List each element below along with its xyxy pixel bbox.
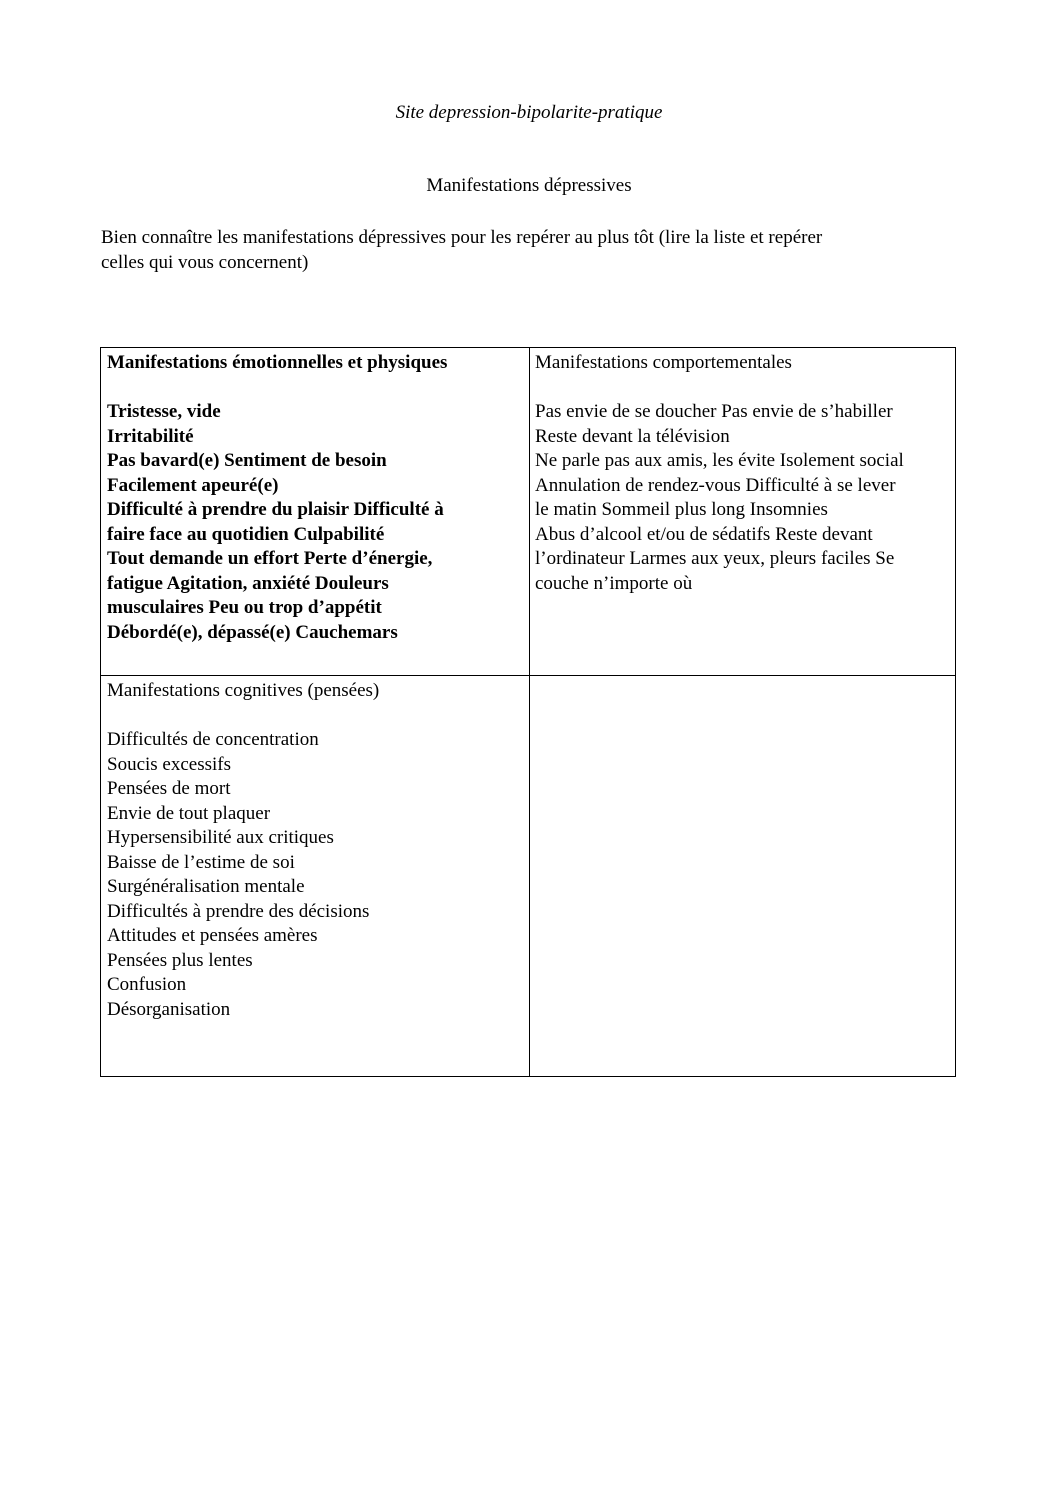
list-item: Difficulté à prendre du plaisir Difficulté à [107,499,444,520]
list-item: Pas bavard(e) Sentiment de besoin [107,450,387,471]
list-item: Confusion [107,974,187,995]
table-cell-empty [530,676,956,1076]
list-item: Annulation de rendez-vous Difficulté à se lever [535,474,896,496]
table-cell-cognitive [101,676,529,1076]
list-item: Envie de tout plaquer [107,802,271,824]
list-item: Hypersensibilité aux critiques [107,827,334,848]
list-item: Surgénéralisation mentale [107,876,305,897]
manifestations-table [100,347,956,1077]
list-item: Reste devant la télévision [535,425,730,447]
list-item: Difficultés à prendre des décisions [107,900,370,922]
list-item: couche n’importe où [535,572,693,594]
intro-line: celles qui vous concernent) [101,251,309,273]
emotional-heading: Manifestations émotionnelles et physiques [107,352,448,373]
list-item: Attitudes et pensées amères [107,925,318,946]
table-cell-emotional [101,348,529,675]
cognitive-heading: Manifestations cognitives (pensées) [107,680,380,701]
list-item: musculaires Peu ou trop d’appétit [107,597,382,618]
list-item: Facilement apeuré(e) [107,474,279,496]
intro-paragraph [101,226,931,275]
list-item: Difficultés de concentration [107,729,319,750]
list-item: Désorganisation [107,998,231,1020]
list-item: fatigue Agitation, anxiété Douleurs [107,572,389,594]
list-item: Pas envie de se doucher Pas envie de s’habiller [535,401,893,422]
list-item: Ne parle pas aux amis, les évite Isolement social [535,450,904,471]
behavioral-heading: Manifestations comportementales [535,352,792,373]
list-item: faire face au quotidien Culpabilité [107,523,385,545]
list-item: Pensées de mort [107,778,231,799]
intro-line: Bien connaître les manifestations dépressives pour les repérer au plus tôt (lire la liste et repérer [101,227,823,248]
list-item: Baisse de l’estime de soi [107,851,295,873]
list-item: Pensées plus lentes [107,949,253,971]
list-item: Tristesse, vide [107,401,221,422]
document-title: Manifestations dépressives [426,175,632,196]
list-item: Irritabilité [107,425,194,447]
list-item: Tout demande un effort Perte d’énergie, [107,548,433,569]
list-item: Débordé(e), dépassé(e) Cauchemars [107,621,398,643]
list-item: Abus d’alcool et/ou de sédatifs Reste devant [535,523,873,545]
list-item: l’ordinateur Larmes aux yeux, pleurs faciles Se [535,548,895,569]
site-title: Site depression-bipolarite-pratique [395,102,663,123]
table-cell-behavioral [530,348,956,675]
list-item: Soucis excessifs [107,753,232,775]
list-item: le matin Sommeil plus long Insomnies [535,499,828,520]
